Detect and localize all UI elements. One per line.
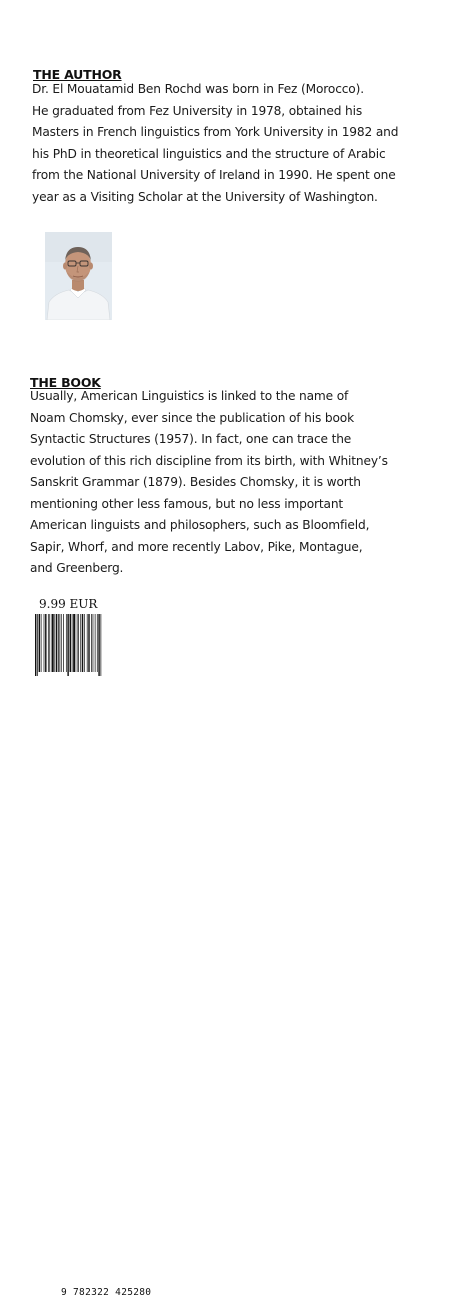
barcode-bar <box>70 614 71 672</box>
barcode-bar <box>101 614 102 676</box>
barcode-bar <box>73 614 75 672</box>
barcode-bar <box>88 614 89 672</box>
barcode-bar <box>44 614 45 672</box>
barcode-bar <box>61 614 62 672</box>
isbn-number: 9 782322 425280 <box>61 1287 152 1298</box>
barcode-bar <box>66 614 67 672</box>
barcode-bar <box>54 614 55 672</box>
barcode-bars <box>35 614 125 676</box>
barcode-bar <box>45 614 46 672</box>
author-portrait <box>45 232 112 320</box>
barcode-bar <box>63 614 64 672</box>
book-description <box>30 386 388 580</box>
book-description-line: Sapir, Whorf, and more recently Labov, Pike, Montague, <box>30 539 363 554</box>
author-bio-line: his PhD in theoretical linguistics and the structure of Arabic <box>32 146 386 161</box>
book-description-line: American linguists and philosophers, such as Bloomfield, <box>30 518 370 532</box>
barcode-bar <box>48 614 49 672</box>
author-bio-line: Masters in French linguistics from York University in 1982 and <box>32 125 399 139</box>
price-label: 9.99 EUR <box>39 597 98 611</box>
author-heading: THE AUTHOR <box>33 67 122 82</box>
author-bio-line: year as a Visiting Scholar at the University of Washington. <box>32 189 378 204</box>
barcode-bar <box>80 614 81 672</box>
barcode-bar <box>98 614 99 676</box>
barcode-bar <box>84 614 85 672</box>
barcode-bar <box>82 614 83 672</box>
book-heading: THE BOOK <box>30 375 101 390</box>
barcode-bar <box>95 614 96 672</box>
author-bio-line: He graduated from Fez University in 1978, obtained his <box>32 103 363 118</box>
barcode-bar <box>97 614 98 672</box>
barcode-bar <box>59 614 60 672</box>
barcode-bar <box>35 614 36 676</box>
book-description-line: evolution of this rich discipline from its birth, with Whitney’s <box>30 453 388 468</box>
barcode-bar <box>78 614 79 672</box>
barcode <box>31 614 152 1298</box>
barcode-bar <box>72 614 73 672</box>
barcode-bar <box>56 614 57 672</box>
book-description-line: Sanskrit Grammar (1879). Besides Chomsky, it is worth <box>30 475 361 489</box>
barcode-bar <box>67 614 68 676</box>
barcode-bar <box>93 614 94 672</box>
book-description-line: Usually, American Linguistics is linked to the name of <box>30 389 349 403</box>
barcode-bar <box>91 614 92 672</box>
book-description-line: Noam Chomsky, ever since the publication of his book <box>30 410 355 425</box>
book-description-line: mentioning other less famous, but no less important <box>30 496 344 511</box>
barcode-bar <box>37 614 38 676</box>
barcode-bar <box>58 614 59 672</box>
author-bio <box>32 79 398 208</box>
barcode-bar <box>39 614 40 672</box>
book-description-line: Syntactic Structures (1957). In fact, one can trace the <box>30 432 352 446</box>
author-photo <box>45 232 112 320</box>
barcode-bar <box>77 614 78 672</box>
barcode-bar <box>41 614 42 672</box>
book-description-line: and Greenberg. <box>30 561 124 575</box>
barcode-bar <box>87 614 88 672</box>
author-bio-line: from the National University of Ireland in 1990. He spent one <box>32 168 396 182</box>
barcode-bar <box>49 614 50 672</box>
barcode-bar <box>52 614 54 672</box>
author-bio-line: Dr. El Mouatamid Ben Rochd was born in Fez (Morocco). <box>32 82 364 96</box>
